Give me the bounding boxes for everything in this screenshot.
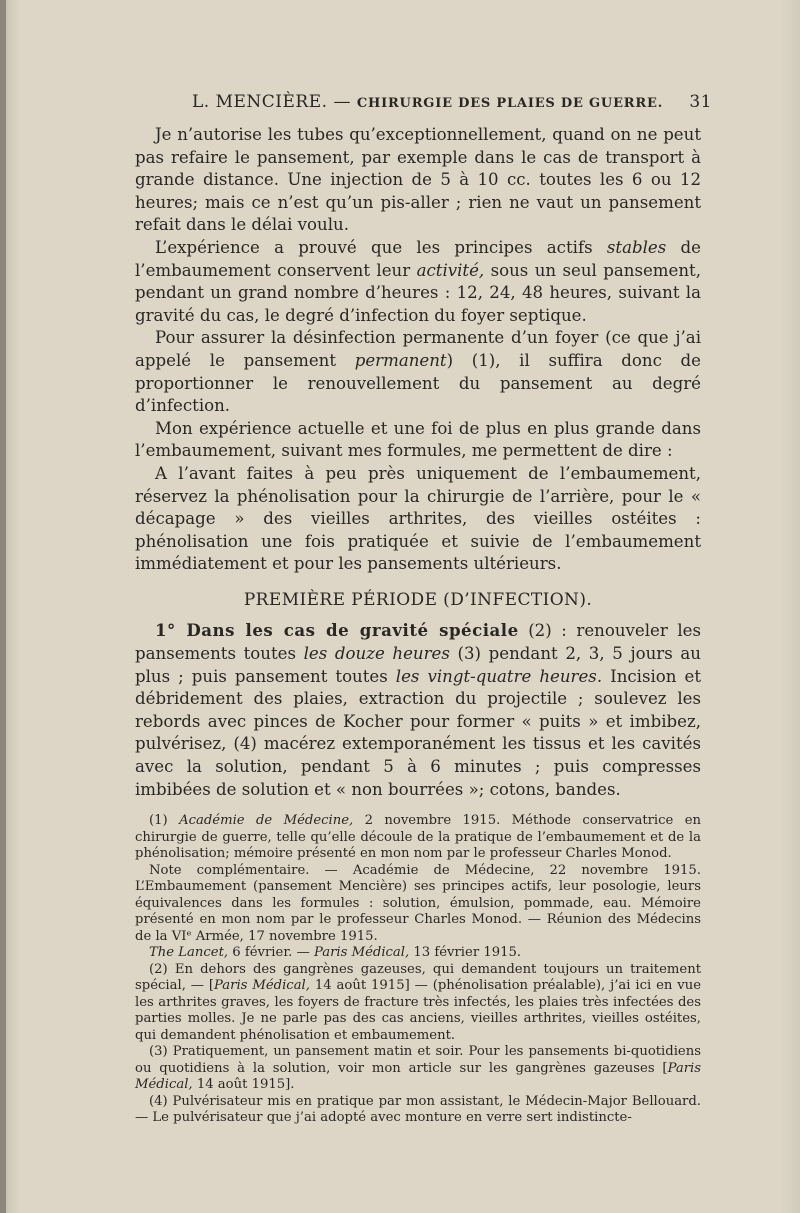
binding-edge [0,0,6,1213]
paragraph-gravite [135,619,701,801]
footnote-4: (4) Pulvérisateur mis en pratique par mon assistant, le Médecin-Major Bellouard. — Le pulvérisateur que j’ai adopté avec monture en verre sert indistincte- [135,1093,701,1125]
text-run: 14 août 1915]. [192,1077,295,1092]
footnote-3 [135,1044,701,1094]
text-run: ) (1), il suffira donc de proportionner le renouvellement du pansement au degré d’infection. [135,350,701,416]
section-heading: PREMIÈRE PÉRIODE (D’INFECTION). [243,589,593,610]
text-run: 13 février 1915. [409,945,522,960]
text-run: (2) En dehors des gangrènes gazeuses, qui demandent toujours un traitement spécial, — [ [135,961,701,993]
paragraph-mon-experience: Mon expérience actuelle et une foi de plus en plus grande dans l’embaumement, suivant mes formules, me permettent de dire : [135,418,701,461]
running-title [192,92,663,112]
emphasis-douze-heures: les douze heures [303,644,450,664]
text-run: Pour assurer la désinfection permanente d’un foyer (ce que j’ai appelé le pansement [135,328,701,370]
text-run: de l’embaumement conservent leur [135,237,701,280]
lead-in: 1° Dans les cas de gravité spéciale [155,620,519,641]
text-run: 14 août 1915] — (phénolisation préalable), j’ai ici en vue les arthrites graves, les foyers de fracture très infectés, les plaies très infectées des parties molles. Je ne parle pas des cas anciens, vieilles arthrites, vieilles ostéites, qui demandent phénolisation et embaumement. [135,978,702,1043]
text-run: (2) : renouveler les pansements toutes [135,621,701,664]
page-number: 31 [689,92,712,112]
citation: Paris Médical, [313,945,410,960]
text-run: 6 février. — [228,945,314,960]
running-header [192,92,712,116]
footnote-1-complement: Note complémentaire. — Académie de Médecine, 22 novembre 1915. L’Embaumement (pansement Mencière) ses principes actifs, leur posologie, leurs équivalences dans les formules : solution, émulsion, pommade, eau. Mémoire présenté en mon nom par le professeur Charles Monod. — Réunion des Médecins de la VIᵉ Armée, 17 novembre 1915. [135,862,701,944]
text-run: L’expérience a prouvé que les principes actifs [155,237,607,257]
footnote-2 [135,962,701,1045]
header-title: CHIRURGIE DES PLAIES DE GUERRE. [356,96,664,111]
text-run: 2 novembre 1915. Méthode conservatrice en chirurgie de guerre, telle qu’elle découle de la pratique de l’embaumement et de la phénolisation; mémoire présenté en mon nom par le professeur Charles Monod. [135,813,702,861]
main-text [135,124,701,801]
paragraph-experience [135,237,701,327]
paragraph-avant: A l’avant faites à peu près uniquement de l’embaumement, réservez la phénolisation pour la chirurgie de l’arrière, pour le « décapage » des vieilles arthrites, des vieilles ostéites : phénolisation une fois pratiquée et suivie de l’embaumement immédiatement et pour les pansements ultérieurs. [135,463,701,574]
emphasis-stables: stables [606,237,667,257]
text-run: Incision et débridement des plaies, extraction du projectile ; soulevez les rebords avec pinces de Kocher pour former « puits » et imbibez, pulvérisez, (4) macérez extemporanément les tissus et les cavités avec la solution, pendant 5 à 6 minutes ; puis compresses imbibées de solution et « non bourrées »; cotons, bandes. [135,666,701,799]
paragraph-desinfection [135,327,701,417]
emphasis-activite: activité, [416,260,485,280]
emphasis-vingt-quatre-heures: les vingt-quatre heures. [395,666,603,686]
citation: Paris Médical, [135,1060,701,1092]
text-run: (1) [149,813,180,828]
text-run: sous un seul pansement, pendant un grand nombre d’heures : 12, 24, 48 heures, suivant la gravité du cas, le degré d’infection du foyer septique. [135,260,701,325]
header-author: L. MENCIÈRE. — [192,92,351,112]
text-run: (3) pendant 2, 3, 5 jours au plus ; puis pansement toutes [135,644,701,686]
paragraph-tubes: Je n’autorise les tubes qu’exceptionnellement, quand on ne peut pas refaire le pansement, par exemple dans le cas de transport à grande distance. Une injection de 5 à 10 cc. toutes les 6 ou 12 heures; mais ce n’est qu’un pis-aller ; rien ne vaut un pansement refait dans le délai voulu. [135,125,701,235]
citation: The Lancet, [149,945,229,960]
citation: Académie de Médecine, [179,813,354,828]
text-run: (3) Pratiquement, un pansement matin et soir. Pour les pansements bi-quotidiens ou quotidiens à la solution, voir mon article sur les gangrènes gazeuses [ [135,1044,701,1076]
emphasis-permanent: permanent [354,350,447,370]
footnotes [135,813,701,1127]
footnote-1 [135,813,701,863]
citation: Paris Médical, [214,978,310,993]
footnote-1-references [135,945,701,962]
